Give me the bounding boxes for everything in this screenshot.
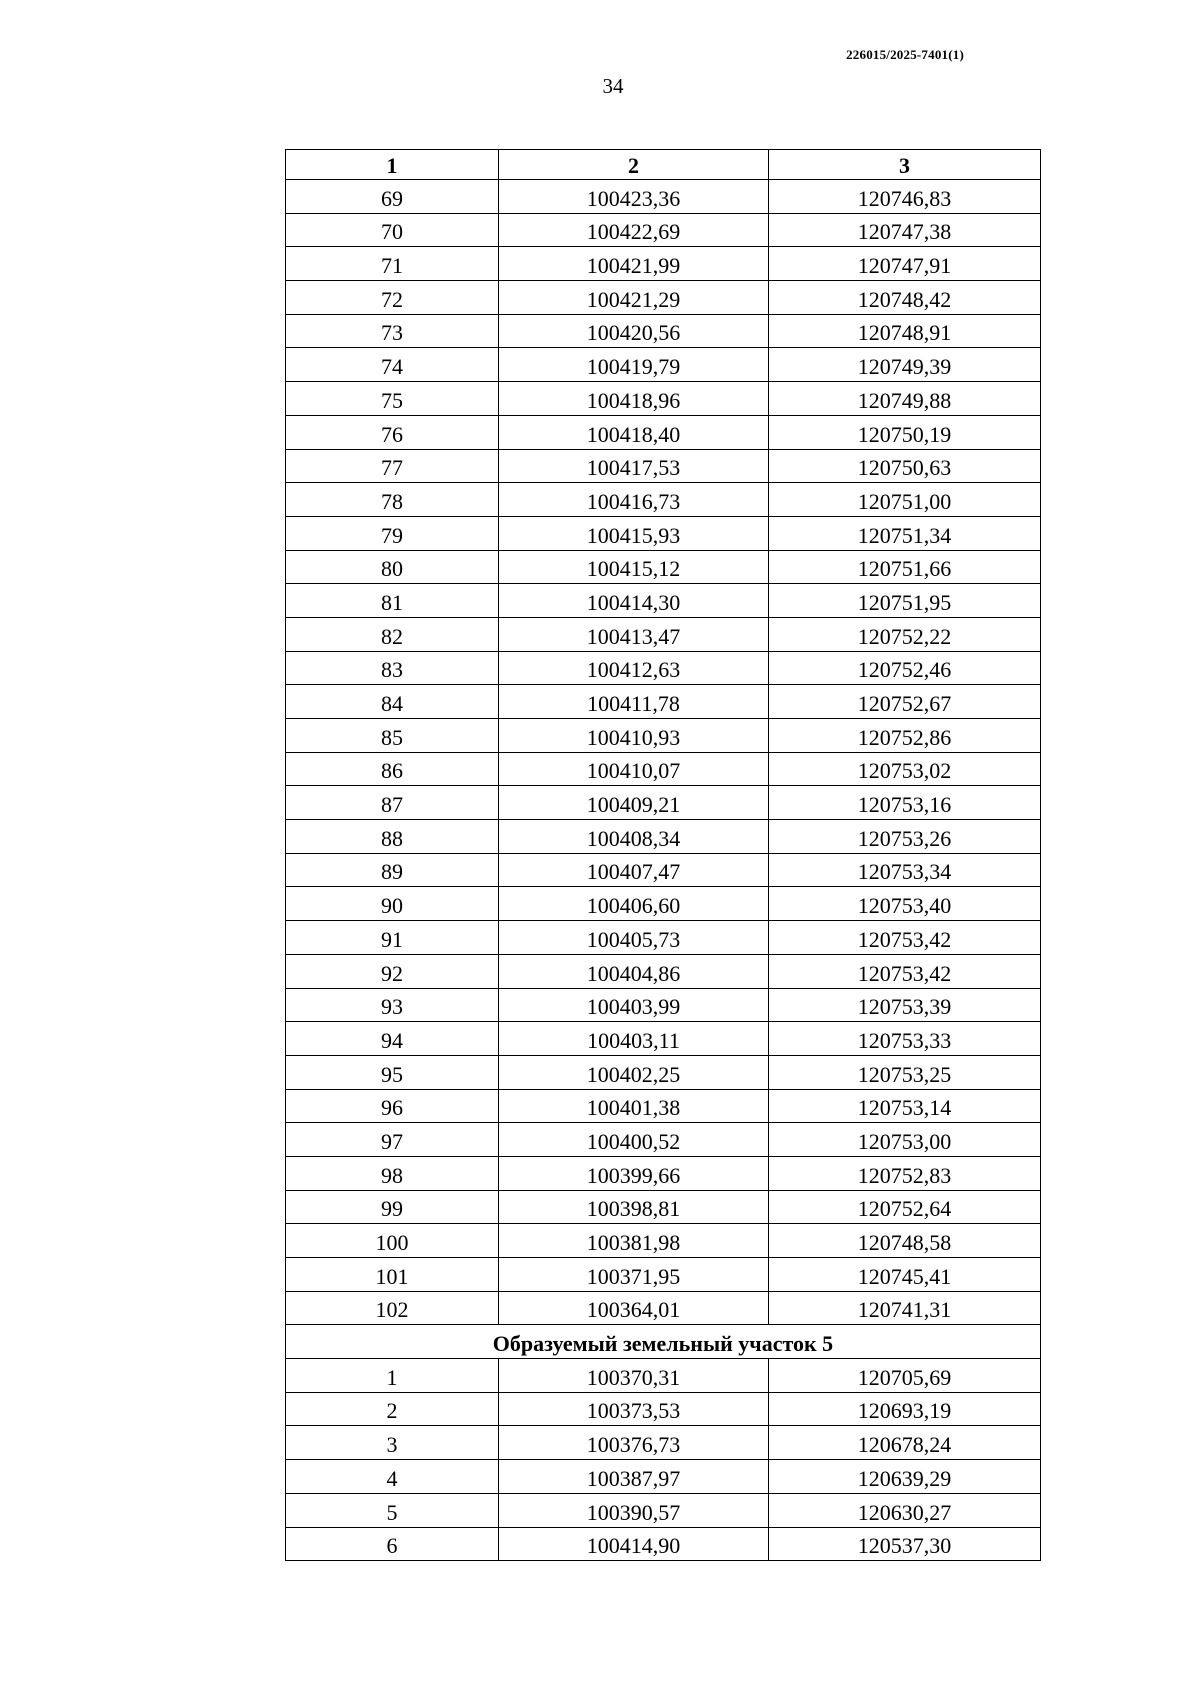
coordinates-table <box>285 149 1041 1561</box>
y-coordinate-cell: 120745,41 <box>769 1258 1041 1292</box>
y-coordinate-cell: 120741,31 <box>769 1291 1041 1325</box>
x-coordinate-cell: 100413,47 <box>499 617 769 651</box>
y-coordinate-cell: 120751,66 <box>769 550 1041 584</box>
x-coordinate-cell: 100404,86 <box>499 954 769 988</box>
x-coordinate-cell: 100421,29 <box>499 281 769 315</box>
y-coordinate-cell: 120746,83 <box>769 180 1041 214</box>
x-coordinate-cell: 100417,53 <box>499 449 769 483</box>
table-row <box>286 180 1041 214</box>
table-row <box>286 954 1041 988</box>
point-number-cell: 85 <box>286 719 499 753</box>
y-coordinate-cell: 120753,33 <box>769 1022 1041 1056</box>
y-coordinate-cell: 120753,40 <box>769 887 1041 921</box>
x-coordinate-cell: 100410,07 <box>499 752 769 786</box>
point-number-cell: 5 <box>286 1493 499 1527</box>
x-coordinate-cell: 100390,57 <box>499 1493 769 1527</box>
point-number-cell: 75 <box>286 382 499 416</box>
point-number-cell: 79 <box>286 516 499 550</box>
point-number-cell: 89 <box>286 853 499 887</box>
y-coordinate-cell: 120752,22 <box>769 617 1041 651</box>
y-coordinate-cell: 120753,34 <box>769 853 1041 887</box>
point-number-cell: 94 <box>286 1022 499 1056</box>
x-coordinate-cell: 100387,97 <box>499 1460 769 1494</box>
y-coordinate-cell: 120639,29 <box>769 1460 1041 1494</box>
table-row <box>286 1156 1041 1190</box>
y-coordinate-cell: 120753,42 <box>769 921 1041 955</box>
table-row <box>286 988 1041 1022</box>
point-number-cell: 81 <box>286 584 499 618</box>
y-coordinate-cell: 120748,91 <box>769 314 1041 348</box>
point-number-cell: 97 <box>286 1123 499 1157</box>
table-row <box>286 449 1041 483</box>
y-coordinate-cell: 120747,38 <box>769 213 1041 247</box>
table-row <box>286 1258 1041 1292</box>
x-coordinate-cell: 100399,66 <box>499 1156 769 1190</box>
y-coordinate-cell: 120753,16 <box>769 786 1041 820</box>
point-number-cell: 102 <box>286 1291 499 1325</box>
y-coordinate-cell: 120752,67 <box>769 685 1041 719</box>
x-coordinate-cell: 100419,79 <box>499 348 769 382</box>
y-coordinate-cell: 120753,02 <box>769 752 1041 786</box>
x-coordinate-cell: 100373,53 <box>499 1392 769 1426</box>
table-row <box>286 786 1041 820</box>
x-coordinate-cell: 100408,34 <box>499 820 769 854</box>
y-coordinate-cell: 120753,25 <box>769 1055 1041 1089</box>
y-coordinate-cell: 120752,83 <box>769 1156 1041 1190</box>
point-number-cell: 3 <box>286 1426 499 1460</box>
point-number-cell: 71 <box>286 247 499 281</box>
column-header-1: 1 <box>286 150 499 180</box>
column-header-3: 3 <box>769 150 1041 180</box>
point-number-cell: 96 <box>286 1089 499 1123</box>
y-coordinate-cell: 120751,34 <box>769 516 1041 550</box>
point-number-cell: 95 <box>286 1055 499 1089</box>
point-number-cell: 74 <box>286 348 499 382</box>
table-body-part2 <box>286 1359 1041 1561</box>
table-row <box>286 483 1041 517</box>
y-coordinate-cell: 120752,86 <box>769 719 1041 753</box>
table-row <box>286 685 1041 719</box>
y-coordinate-cell: 120537,30 <box>769 1527 1041 1561</box>
table-row <box>286 752 1041 786</box>
y-coordinate-cell: 120748,58 <box>769 1224 1041 1258</box>
table-row <box>286 1527 1041 1561</box>
x-coordinate-cell: 100381,98 <box>499 1224 769 1258</box>
x-coordinate-cell: 100376,73 <box>499 1426 769 1460</box>
table-row <box>286 247 1041 281</box>
point-number-cell: 4 <box>286 1460 499 1494</box>
x-coordinate-cell: 100415,12 <box>499 550 769 584</box>
table-row <box>286 213 1041 247</box>
column-header-2: 2 <box>499 150 769 180</box>
x-coordinate-cell: 100423,36 <box>499 180 769 214</box>
x-coordinate-cell: 100418,96 <box>499 382 769 416</box>
table-row <box>286 1359 1041 1393</box>
x-coordinate-cell: 100409,21 <box>499 786 769 820</box>
table-row <box>286 1190 1041 1224</box>
point-number-cell: 6 <box>286 1527 499 1561</box>
x-coordinate-cell: 100401,38 <box>499 1089 769 1123</box>
section-title: Образуемый земельный участок 5 <box>286 1325 1041 1359</box>
point-number-cell: 82 <box>286 617 499 651</box>
table-row <box>286 820 1041 854</box>
y-coordinate-cell: 120751,00 <box>769 483 1041 517</box>
point-number-cell: 101 <box>286 1258 499 1292</box>
table-row <box>286 281 1041 315</box>
x-coordinate-cell: 100371,95 <box>499 1258 769 1292</box>
section-title-row <box>286 1325 1041 1359</box>
table-row <box>286 719 1041 753</box>
point-number-cell: 88 <box>286 820 499 854</box>
y-coordinate-cell: 120705,69 <box>769 1359 1041 1393</box>
y-coordinate-cell: 120752,64 <box>769 1190 1041 1224</box>
point-number-cell: 70 <box>286 213 499 247</box>
table-row <box>286 314 1041 348</box>
x-coordinate-cell: 100370,31 <box>499 1359 769 1393</box>
table-row <box>286 1291 1041 1325</box>
x-coordinate-cell: 100414,90 <box>499 1527 769 1561</box>
table-row <box>286 617 1041 651</box>
y-coordinate-cell: 120749,39 <box>769 348 1041 382</box>
x-coordinate-cell: 100405,73 <box>499 921 769 955</box>
table-row <box>286 1392 1041 1426</box>
point-number-cell: 77 <box>286 449 499 483</box>
point-number-cell: 1 <box>286 1359 499 1393</box>
x-coordinate-cell: 100414,30 <box>499 584 769 618</box>
table-row <box>286 415 1041 449</box>
point-number-cell: 83 <box>286 651 499 685</box>
table-row <box>286 651 1041 685</box>
point-number-cell: 99 <box>286 1190 499 1224</box>
point-number-cell: 80 <box>286 550 499 584</box>
point-number-cell: 84 <box>286 685 499 719</box>
y-coordinate-cell: 120749,88 <box>769 382 1041 416</box>
point-number-cell: 76 <box>286 415 499 449</box>
x-coordinate-cell: 100407,47 <box>499 853 769 887</box>
point-number-cell: 100 <box>286 1224 499 1258</box>
y-coordinate-cell: 120750,19 <box>769 415 1041 449</box>
x-coordinate-cell: 100406,60 <box>499 887 769 921</box>
x-coordinate-cell: 100411,78 <box>499 685 769 719</box>
x-coordinate-cell: 100416,73 <box>499 483 769 517</box>
table-row <box>286 853 1041 887</box>
table-row <box>286 1460 1041 1494</box>
point-number-cell: 78 <box>286 483 499 517</box>
table-row <box>286 1123 1041 1157</box>
y-coordinate-cell: 120678,24 <box>769 1426 1041 1460</box>
table-row <box>286 921 1041 955</box>
x-coordinate-cell: 100418,40 <box>499 415 769 449</box>
y-coordinate-cell: 120748,42 <box>769 281 1041 315</box>
table-header-row <box>286 150 1041 180</box>
y-coordinate-cell: 120753,00 <box>769 1123 1041 1157</box>
x-coordinate-cell: 100398,81 <box>499 1190 769 1224</box>
table-row <box>286 1055 1041 1089</box>
y-coordinate-cell: 120751,95 <box>769 584 1041 618</box>
y-coordinate-cell: 120753,42 <box>769 954 1041 988</box>
x-coordinate-cell: 100415,93 <box>499 516 769 550</box>
point-number-cell: 90 <box>286 887 499 921</box>
point-number-cell: 98 <box>286 1156 499 1190</box>
point-number-cell: 87 <box>286 786 499 820</box>
y-coordinate-cell: 120750,63 <box>769 449 1041 483</box>
table-row <box>286 1426 1041 1460</box>
table-row <box>286 516 1041 550</box>
table-row <box>286 1224 1041 1258</box>
y-coordinate-cell: 120753,26 <box>769 820 1041 854</box>
table-body-part1 <box>286 180 1041 1325</box>
x-coordinate-cell: 100410,93 <box>499 719 769 753</box>
point-number-cell: 93 <box>286 988 499 1022</box>
point-number-cell: 92 <box>286 954 499 988</box>
table-row <box>286 1022 1041 1056</box>
table-row <box>286 382 1041 416</box>
point-number-cell: 91 <box>286 921 499 955</box>
table-row <box>286 1089 1041 1123</box>
y-coordinate-cell: 120693,19 <box>769 1392 1041 1426</box>
x-coordinate-cell: 100403,11 <box>499 1022 769 1056</box>
table-row <box>286 348 1041 382</box>
table-row <box>286 584 1041 618</box>
x-coordinate-cell: 100402,25 <box>499 1055 769 1089</box>
point-number-cell: 86 <box>286 752 499 786</box>
table-row <box>286 887 1041 921</box>
point-number-cell: 69 <box>286 180 499 214</box>
y-coordinate-cell: 120630,27 <box>769 1493 1041 1527</box>
y-coordinate-cell: 120753,14 <box>769 1089 1041 1123</box>
point-number-cell: 2 <box>286 1392 499 1426</box>
table-row <box>286 550 1041 584</box>
point-number-cell: 73 <box>286 314 499 348</box>
x-coordinate-cell: 100364,01 <box>499 1291 769 1325</box>
table-row <box>286 1493 1041 1527</box>
point-number-cell: 72 <box>286 281 499 315</box>
section-header <box>286 1325 1041 1359</box>
page-number: 34 <box>602 74 624 98</box>
x-coordinate-cell: 100422,69 <box>499 213 769 247</box>
y-coordinate-cell: 120753,39 <box>769 988 1041 1022</box>
x-coordinate-cell: 100400,52 <box>499 1123 769 1157</box>
y-coordinate-cell: 120747,91 <box>769 247 1041 281</box>
document-id: 226015/2025-7401(1) <box>846 47 964 62</box>
x-coordinate-cell: 100412,63 <box>499 651 769 685</box>
x-coordinate-cell: 100421,99 <box>499 247 769 281</box>
x-coordinate-cell: 100403,99 <box>499 988 769 1022</box>
x-coordinate-cell: 100420,56 <box>499 314 769 348</box>
y-coordinate-cell: 120752,46 <box>769 651 1041 685</box>
